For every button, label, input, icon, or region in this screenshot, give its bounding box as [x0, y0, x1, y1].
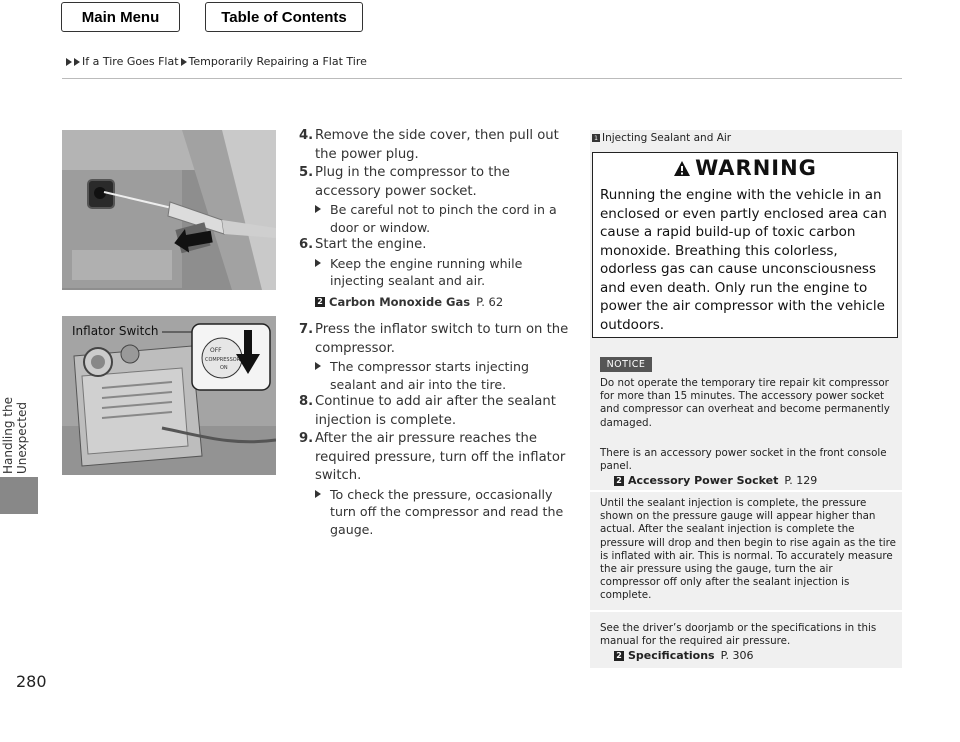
- step-note-text: Be careful not to pinch the cord in a door or window.: [330, 202, 557, 235]
- step-item: [299, 430, 574, 538]
- breadcrumb-current: Temporarily Repairing a Flat Tire: [188, 55, 367, 68]
- power-socket-illustration: [62, 130, 276, 290]
- note-arrow-icon: [315, 486, 330, 539]
- breadcrumb-arrow-icon: [74, 58, 80, 66]
- step-number: 5.: [299, 165, 314, 180]
- ref-title: Carbon Monoxide Gas: [329, 294, 471, 309]
- step-text: After the air pressure reaches the required pressure, turn off the inflator switch.: [315, 431, 566, 483]
- step-note: [315, 255, 574, 290]
- warning-triangle-icon: [673, 160, 691, 177]
- panel-divider: [590, 490, 902, 492]
- step-number: 9.: [299, 431, 314, 446]
- figure-caption: Inflator Switch: [72, 324, 159, 338]
- socket-info: [600, 447, 896, 488]
- section-label: Handling the Unexpected: [1, 397, 29, 474]
- step-note-text: Keep the engine running while injecting sealant and air.: [330, 255, 523, 288]
- notice-badge: NOTICE: [600, 357, 652, 372]
- ref-page: P. 306: [720, 649, 754, 663]
- warning-text: Running the engine with the vehicle in an enclosed or even partly enclosed area can cause a rapid build-up of toxic carbon monoxide. Breathing this colorless, odorless gas can cause unconsciousness and even death. Only run the engine to power the air compressor with the vehicle outdoors.: [600, 187, 887, 333]
- sealant-text: Until the sealant injection is complete, the pressure shown on the pressure gauge will appear higher than actual. After the sealant injection is complete the pressure will drop and then begin to rise again as the tire is inflated with air. This is normal. To accurately measure the air pressure using the gauge, turn the air compressor off only after the sealant injection is complete.: [600, 497, 896, 602]
- socket-text: There is an accessory power socket in the front console panel.: [600, 447, 887, 473]
- note-arrow-icon: [315, 358, 330, 393]
- notice-text: Do not operate the temporary tire repair kit compressor for more than 15 minutes. The accessory power socket and compressor can overheat and become permanently damaged.: [600, 377, 890, 429]
- warning-title: [593, 156, 897, 180]
- note-arrow-icon: [315, 255, 330, 290]
- page-number: 280: [16, 672, 47, 691]
- step-item: [299, 321, 574, 393]
- note-marker-icon: 1: [592, 134, 600, 142]
- step-note: [315, 358, 574, 393]
- section-tab: [0, 477, 38, 514]
- panel-header-text: Injecting Sealant and Air: [602, 132, 732, 144]
- step-text: Remove the side cover, then pull out the power plug.: [315, 128, 559, 162]
- cross-reference-icon: 2: [315, 297, 325, 307]
- note-arrow-icon: [315, 201, 330, 236]
- step-number: 6.: [299, 237, 314, 252]
- spec-text: See the driver’s doorjamb or the specifications in this manual for the required air pressure.: [600, 622, 877, 648]
- step-note-text: The compressor starts injecting sealant and air into the tire.: [330, 359, 529, 392]
- specifications-link[interactable]: [600, 649, 896, 662]
- cross-reference-icon: 2: [614, 476, 624, 486]
- panel-divider: [590, 610, 902, 612]
- breadcrumb-arrow-icon: [66, 58, 72, 66]
- step-number: 7.: [299, 322, 314, 337]
- compressor-illustration: [62, 316, 276, 475]
- breadcrumb-arrow-icon: [181, 58, 187, 66]
- power-socket-photo: [62, 130, 276, 290]
- warning-title-text: WARNING: [695, 156, 817, 180]
- ref-title: Accessory Power Socket: [628, 474, 779, 488]
- accessory-power-socket-link[interactable]: [600, 474, 896, 487]
- step-item: [299, 127, 574, 164]
- step-text: Press the inflator switch to turn on the compressor.: [315, 322, 569, 356]
- ref-title: Specifications: [628, 649, 715, 663]
- main-menu-button[interactable]: Main Menu: [61, 2, 180, 32]
- header-divider: [62, 78, 902, 79]
- step-text: Continue to add air after the sealant injection is complete.: [315, 394, 556, 428]
- step-item: [299, 164, 574, 236]
- switch-off-label: OFF: [210, 347, 222, 354]
- step-item: [299, 393, 574, 430]
- step-note-text: To check the pressure, occasionally turn off the compressor and read the gauge.: [330, 486, 564, 537]
- info-panel: [590, 130, 902, 668]
- switch-compressor-label: COMPRESSOR: [205, 357, 241, 363]
- step-text: Plug in the compressor to the accessory power socket.: [315, 165, 510, 199]
- switch-on-label: ON: [220, 365, 228, 371]
- step-note: [315, 486, 574, 539]
- panel-header: [592, 132, 731, 144]
- table-of-contents-button[interactable]: Table of Contents: [205, 2, 363, 32]
- cross-reference-icon: 2: [614, 651, 624, 661]
- ref-page: P. 62: [476, 294, 504, 309]
- step-number: 4.: [299, 128, 314, 143]
- instruction-steps: [299, 127, 574, 538]
- step-number: 8.: [299, 394, 314, 409]
- breadcrumb-link-flat-tire[interactable]: If a Tire Goes Flat: [82, 55, 179, 68]
- carbon-monoxide-link[interactable]: [315, 293, 574, 312]
- step-note: [315, 201, 574, 236]
- spec-info: [600, 622, 896, 663]
- step-text: Start the engine.: [315, 237, 427, 252]
- inflator-switch-photo: [62, 316, 276, 475]
- ref-page: P. 129: [784, 474, 818, 488]
- warning-box: [592, 152, 898, 338]
- step-item: [299, 236, 574, 321]
- breadcrumb: [66, 55, 367, 68]
